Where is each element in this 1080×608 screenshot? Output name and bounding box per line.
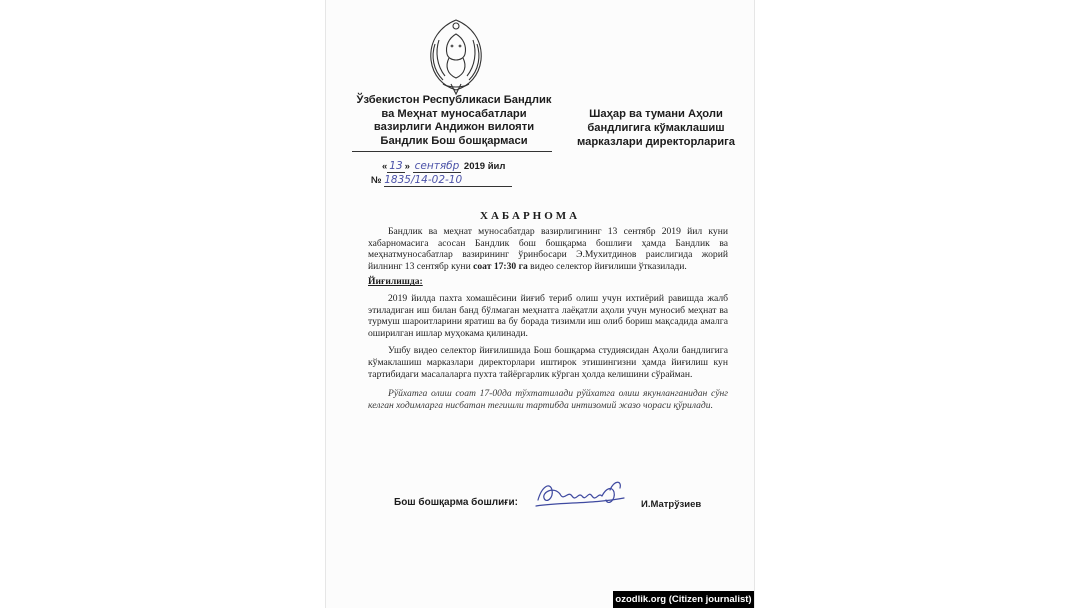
number-prefix: № — [371, 175, 382, 186]
paragraph-meeting-notice — [368, 226, 728, 272]
org-line: ва Меҳнат муносабатлари — [381, 107, 527, 120]
paragraph-agenda: 2019 йилда пахта хомашёсини йиғиб териб олиш учун ихтиёрий равишда жалб этиладиган иш билан банд бўлмаган меҳнатга лаёқатли аҳоли учун муносиб меҳнат ва турмуш шароитларини яратиш ва бу борада тизимли иш олиб бориш мақсадида амалга оширилган ишлар муҳокама қилинади. — [368, 292, 728, 339]
number-value: 1835/14-02-10 — [384, 174, 463, 186]
paragraph-text: видео селектор йиғилиши ўтказилади. — [530, 260, 687, 272]
addressee-block — [570, 107, 742, 149]
org-line: Ўзбекистон Республикаси Бандлик — [356, 94, 552, 106]
meeting-time: соат 17:30 га — [473, 260, 528, 272]
org-line: Бандлик Бош бошқармаси — [380, 134, 528, 147]
header-divider — [352, 151, 552, 152]
uzbekistan-emblem-icon — [421, 14, 491, 96]
paragraph-request: Ушбу видео селектор йиғилишида Бош бошқарма студиясидан Аҳоли бандлигига кўмаклашиш марказлари директорлари иштирок этишингизни ҳамда йиғилиш кун тартибидаги масалаларга пухта тайёргарлик кўрган ҳолда келишини сўрайман. — [368, 345, 728, 380]
document-body — [368, 226, 728, 411]
paragraph-registration-note: Рўйхатга олиш соат 17-00да тўхтатилади рўйхатга олиш якунланганидан сўнг келган ходимларга нисбатан тегишли тартибда интизомий жазо чораси қўрилади. — [368, 388, 728, 411]
photo-credit: ozodlik.org (Citizen journalist) — [613, 591, 754, 608]
handwritten-signature-icon — [532, 476, 628, 516]
paragraph-text: Бандлик ва меҳнат муносабатдар вазирлигининг 13 сентябр 2019 йил куни хабарномасига асосан Бандлик бош бошқарма бошлиғи ҳамда Бандлик ва меҳнатмуносабатлар вазирининг ўринбосари Э.Мухитдинов раислигида жорий йилнинг 13 сентябр куни — [368, 226, 728, 272]
addressee-line: марказлари директорларига — [577, 136, 735, 148]
document-title: ХАБАРНОМА — [480, 210, 581, 222]
addressee-line: бандлигига кўмаклашиш — [587, 122, 725, 134]
addressee-line: Шаҳар ва тумани Аҳоли — [589, 108, 723, 120]
org-line: вазирлиги Андижон вилояти — [373, 121, 535, 133]
signatory-position: Бош бошқарма бошлиғи: — [394, 497, 518, 508]
signatory-name: И.Матрўзиев — [641, 499, 702, 510]
registration-date: « 13 » сентябр 2019 йил — [382, 160, 506, 172]
date-year: 2019 йил — [463, 161, 506, 172]
registration-number — [371, 174, 519, 188]
date-day: 13 — [389, 160, 403, 172]
issuing-organization — [354, 94, 554, 148]
section-label: Йиғилишда: — [368, 276, 423, 288]
date-month: сентябр — [414, 160, 460, 172]
